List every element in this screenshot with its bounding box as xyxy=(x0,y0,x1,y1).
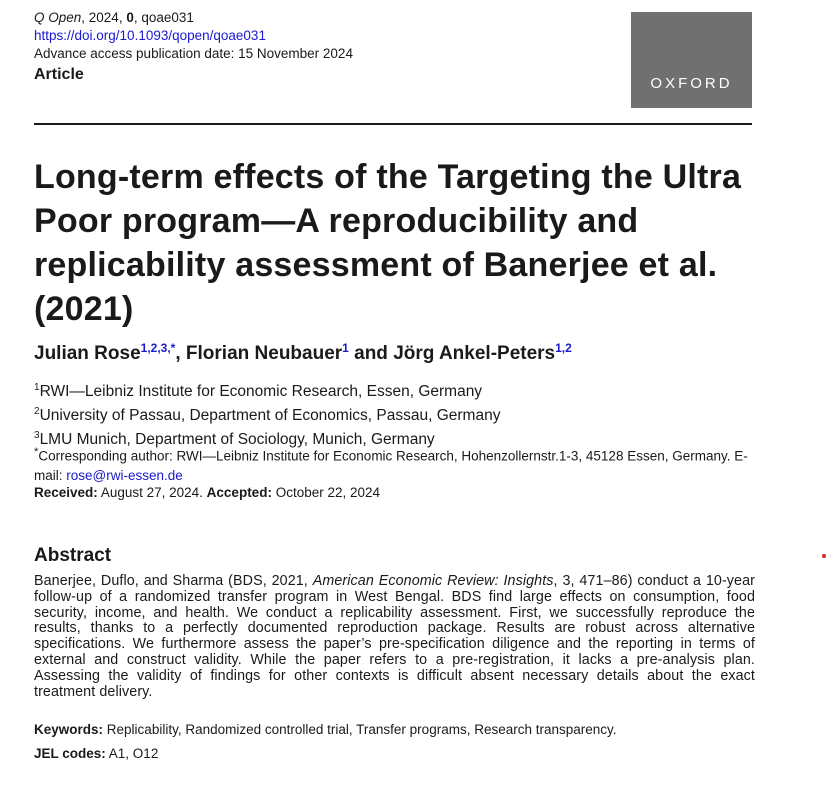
volume: 0 xyxy=(126,10,134,25)
affiliation-item: $^1$RWI—Leibniz Institute for Economic Research, Essen, Germany xyxy=(34,382,483,400)
keywords: Keywords: Replicability, Randomized controlled trial, Transfer programs, Research transparency. xyxy=(34,722,617,737)
abstract-text: Banerjee, Duflo, and Sharma (BDS, 2021, American Economic Review: Insights, 3, 471–86) conduct a 10-year follow-up of a randomized transfer program in West Bengal. BDS find large effects on consumption, food security, income, and health. We conduct a replicability assessment. First, we successfully reproduce the results, thanks to a perfectly documented reproduction package. Results are robust across alternative specifications. We furthermore assess the paper’s pre-specification diligence and the reporting in terms of external and construct validity. While the paper refers to a pre-registration, it lacks a pre-analysis plan. Assessing the validity of findings for other contexts is difficult absent necessary details about the exact treatment delivery. xyxy=(34,573,756,700)
article-meta xyxy=(34,9,353,84)
citation-line: Q Open, 2024, 0, qoae031 xyxy=(34,10,194,25)
annotation-dot xyxy=(822,554,826,558)
corresponding-author: *Corresponding author: RWI—Leibniz Institute for Economic Research, Hohenzollernstr.1-3, 45128 Essen, Germany. E-mail: rose@rwi-essen.de xyxy=(34,446,748,483)
doi-link[interactable]: https://doi.org/10.1093/qopen/qoae031 xyxy=(34,28,266,43)
article-type: Article xyxy=(34,66,84,83)
affiliations xyxy=(34,378,500,450)
journal-name: Q Open xyxy=(34,10,82,25)
author-affil-ref[interactable]: 1,2 xyxy=(555,341,572,355)
author-name: Julian Rose xyxy=(34,343,141,364)
author-name: Jörg Ankel-Peters xyxy=(393,343,556,364)
article-id: , qoae031 xyxy=(133,10,194,25)
submission-dates: Received: August 27, 2024. Accepted: October 22, 2024 xyxy=(34,485,381,500)
author-affil-ref[interactable]: 1,2,3,* xyxy=(140,341,176,355)
oxford-logo xyxy=(631,12,752,108)
affiliation-item: $^2$University of Passau, Department of Economics, Passau, Germany xyxy=(34,406,501,424)
advance-access-date: Advance access publication date: 15 November 2024 xyxy=(34,46,353,61)
author-name: Florian Neubauer xyxy=(185,343,343,364)
received-date: August 27, 2024. xyxy=(100,485,203,500)
jel-codes: JEL codes: A1, O12 xyxy=(34,746,159,761)
accepted-date: October 22, 2024 xyxy=(275,485,381,500)
author-list: Julian Rose$^{1,2,3,*}$, Florian Neubauer$^1$ and Jörg Ankel-Peters$^{1,2}$ xyxy=(34,341,572,364)
header-divider xyxy=(34,123,752,125)
paper-title: Long-term effects of the Targeting the Ultra Poor program—A reproducibility and replicability assessment of Banerjee et al. (2021) xyxy=(34,158,742,328)
abstract-heading: Abstract xyxy=(34,545,112,566)
affiliation-item: $^3$LMU Munich, Department of Sociology, Munich, Germany xyxy=(34,430,435,448)
email-link[interactable]: rose@rwi-essen.de xyxy=(66,467,183,483)
author-affil-ref[interactable]: 1 xyxy=(342,341,349,355)
oxford-logo-text: OXFORD xyxy=(650,75,733,92)
